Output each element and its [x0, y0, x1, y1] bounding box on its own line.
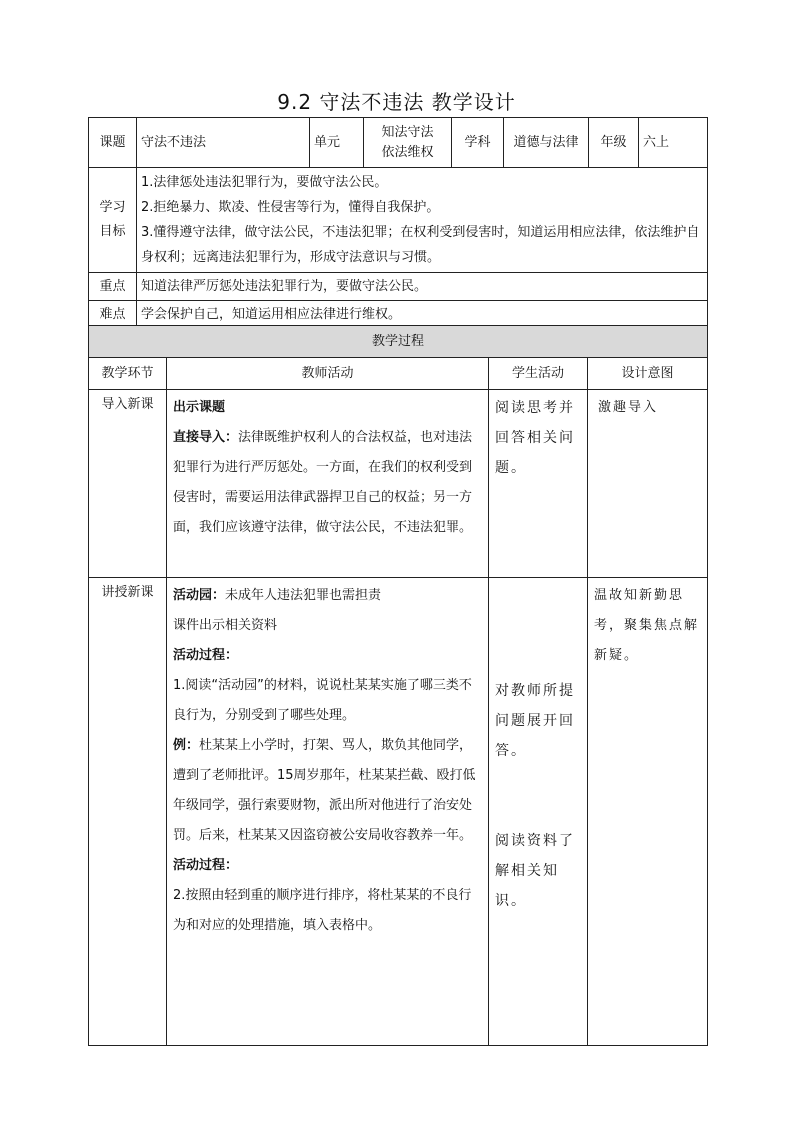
- unit-value: [364, 118, 452, 168]
- example-label: 例：: [173, 738, 200, 753]
- activity-line: [173, 581, 482, 611]
- example-paragraph: [173, 731, 482, 851]
- grade-value: 六上: [639, 118, 708, 168]
- stage1-student-text: 阅读思考并回答相关问题。: [495, 400, 575, 476]
- header-intent: 设计意图: [588, 358, 708, 390]
- stage1-teacher: [167, 390, 489, 578]
- objectives-label: [89, 168, 137, 273]
- objectives-list: [137, 168, 708, 273]
- subject-label: 学科: [452, 118, 504, 168]
- key-point-label: 重点: [89, 273, 137, 301]
- stage2-student-text-1: 对教师所提问题展开回答。: [495, 683, 575, 759]
- objectives-label-line1: 学习: [99, 200, 126, 215]
- objective-item: 2.拒绝暴力、欺凌、性侵害等行为，懂得自我保护。: [141, 200, 440, 215]
- stage1-intent: [588, 390, 708, 578]
- objective-item: 3.懂得遵守法律，做守法公民，不违法犯罪；在权利受到侵害时，知道运用相应法律，依法维护自身权利；远离违法犯罪行为，形成守法意识与习惯。: [141, 225, 700, 265]
- info-table: [88, 117, 708, 168]
- header-student: 学生活动: [489, 358, 588, 390]
- stage1-intent-text: 激趣导入: [598, 400, 659, 415]
- activity-text: 未成年人违法犯罪也需担责: [225, 588, 382, 603]
- objective-item: 1.法律惩处违法犯罪行为，要做守法公民。: [141, 175, 388, 190]
- stage1-student: [489, 390, 588, 578]
- stage2-intent-text: 温故知新勤思考，聚集焦点解新疑。: [594, 588, 700, 663]
- unit-value-line2: 依法维权: [381, 144, 434, 160]
- objectives-label-line2: 目标: [99, 224, 126, 239]
- example-text: 杜某某上小学时，打架、骂人，欺负其他同学，遭到了老师批评。15周岁那年，杜某某拦截、殴打低年级同学，强行索要财物，派出所对他进行了治安处罚。后来，杜某某又因盗窃被公安局收容教养一年。: [173, 738, 476, 843]
- unit-label: 单元: [310, 118, 364, 168]
- process-label-2: 活动过程：: [173, 858, 239, 873]
- stage2-name: 讲授新课: [89, 578, 167, 1046]
- stage2-teacher: [167, 578, 489, 1046]
- direct-intro-label: 直接导入：: [173, 430, 239, 445]
- step-2: 2.按照由轻到重的顺序进行排序，将杜某某的不良行为和对应的处理措施，填入表格中。: [173, 888, 472, 933]
- stage1-name: 导入新课: [89, 390, 167, 578]
- step-1: 1.阅读“活动园”的材料，说说杜某某实施了哪三类不良行为，分别受到了哪些处理。: [173, 678, 472, 723]
- difficulty-label: 难点: [89, 301, 137, 329]
- unit-value-line1: 知法守法: [381, 124, 434, 140]
- key-point-text: 知道法律严厉惩处违法犯罪行为，要做守法公民。: [137, 273, 708, 301]
- courseware-line: 课件出示相关资料: [173, 618, 278, 633]
- stage1-teacher-title: 出示课题: [173, 400, 226, 415]
- subject-value: 道德与法律: [504, 118, 589, 168]
- stage1-direct-intro: [173, 423, 482, 543]
- direct-intro-text: 法律既维护权利人的合法权益，也对违法犯罪行为进行严厉惩处。一方面，在我们的权利受到侵害时，需要运用法律武器捍卫自己的权益；另一方面，我们应该遵守法律，做守法公民，不违法犯罪。: [173, 430, 473, 535]
- document-title: 9.2 守法不违法 教学设计: [277, 90, 516, 114]
- topic-value: 守法不违法: [137, 118, 310, 168]
- goals-table: [88, 167, 708, 329]
- process-banner: 教学过程: [89, 326, 708, 358]
- activity-label: 活动园：: [173, 588, 226, 603]
- stage2-student-text-2: 阅读资料了解相关知识。: [495, 833, 575, 909]
- process-label-1: 活动过程：: [173, 648, 239, 663]
- topic-label: 课题: [89, 118, 137, 168]
- grade-label: 年级: [589, 118, 639, 168]
- stage2-student: [489, 578, 588, 1046]
- process-table: [88, 325, 708, 1046]
- header-teacher: 教师活动: [167, 358, 489, 390]
- header-stage: 教学环节: [89, 358, 167, 390]
- stage2-intent: [588, 578, 708, 1046]
- difficulty-text: 学会保护自己，知道运用相应法律进行维权。: [137, 301, 708, 329]
